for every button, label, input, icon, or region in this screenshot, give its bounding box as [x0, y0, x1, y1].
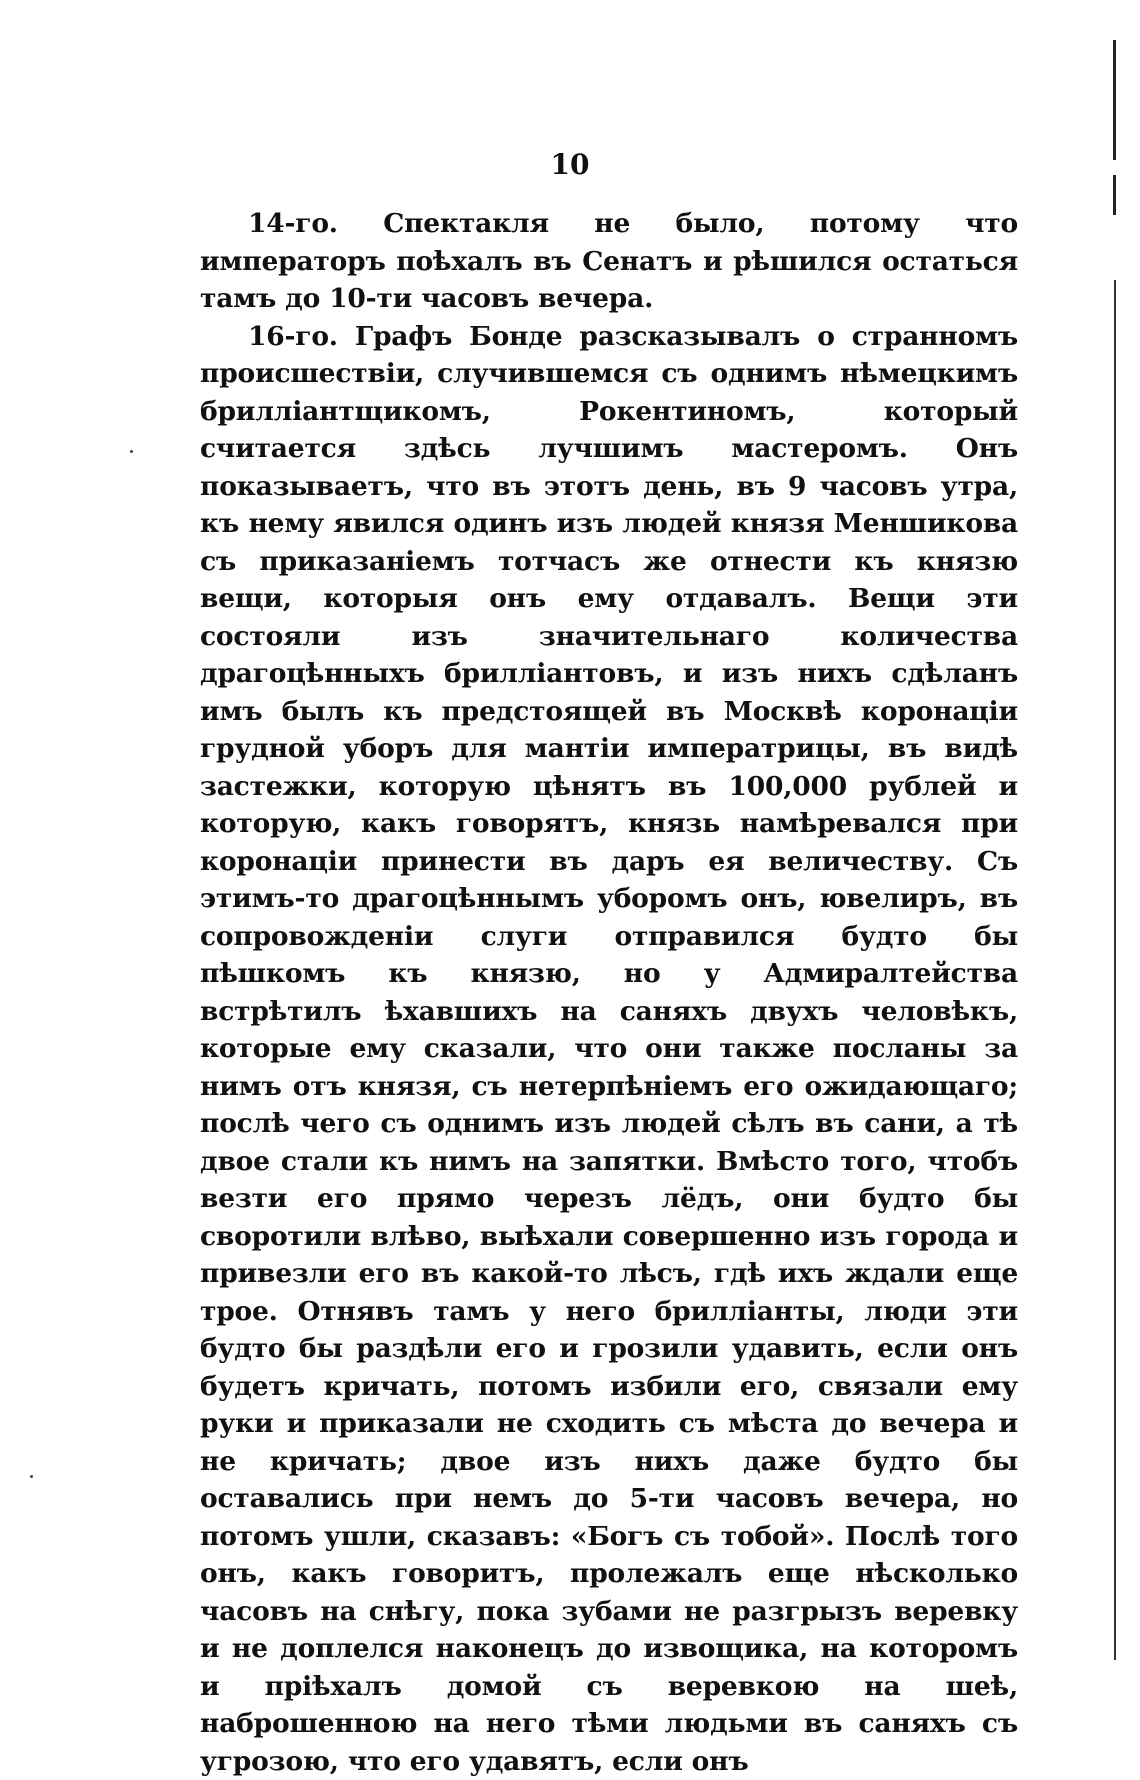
page-number: 10: [0, 148, 1140, 181]
paragraph-entry-14: 14-го. Спектакля не было, потому что императоръ поѣхалъ въ Сенатъ и рѣшился остаться тамъ до 10-ти часовъ вечера.: [200, 205, 1018, 318]
paragraph-entry-16: 16-го. Графъ Бонде разсказывалъ о странномъ происшествіи, случившемся съ однимъ нѣмецкимъ брилліантщикомъ, Рокентиномъ, который считается здѣсь лучшимъ мастеромъ. Онъ показываетъ, что въ этотъ день, въ 9 часовъ утра, къ нему явился одинъ изъ людей князя Меншикова съ приказаніемъ тотчасъ же отнести къ князю вещи, которыя онъ ему отдавалъ. Вещи эти состояли изъ значительнаго количества драгоцѣнныхъ брилліантовъ, и изъ нихъ сдѣланъ имъ былъ къ предстоящей въ Москвѣ коронаціи грудной уборъ для мантіи императрицы, въ видѣ застежки, которую цѣнятъ въ 100,000 рублей и которую, какъ говорятъ, князь намѣревался при коронаціи принести въ даръ ея величеству. Съ этимъ-то драгоцѣннымъ уборомъ онъ, ювелиръ, въ сопровожденіи слуги отправился будто бы пѣшкомъ къ князю, но у Адмиралтейства встрѣтилъ ѣхавшихъ на саняхъ двухъ человѣкъ, которые ему сказали, что они также посланы за нимъ отъ князя, съ нетерпѣніемъ его ожидающаго; послѣ чего съ однимъ изъ людей сѣлъ въ сани, а тѣ двое стали къ нимъ на запятки. Вмѣсто того, чтобъ везти его прямо черезъ лёдъ, они будто бы своротили влѣво, выѣхали совершенно изъ города и привезли его въ какой-то лѣсъ, гдѣ ихъ ждали еще трое. Отнявъ тамъ у него брилліанты, люди эти будто бы раздѣли его и грозили удавить, если онъ будетъ кричать, потомъ избили его, связали ему руки и приказали не сходить съ мѣста до вечера и не кричать; двое изъ нихъ даже будто бы оставались при немъ до 5-ти часовъ вечера, но потомъ ушли, сказавъ: «Богъ съ тобой». Послѣ того онъ, какъ говоритъ, пролежалъ еще нѣсколько часовъ на снѣгу, пока зубами не разгрызъ веревку и не доплелся наконецъ до извощика, на которомъ и пріѣхалъ домой съ веревкою на шеѣ, наброшенною на него тѣми людьми въ саняхъ съ угрозою, что его удавятъ, если онъ: [200, 318, 1018, 1780]
scan-speck: [130, 450, 133, 453]
scan-edge-mark: [1113, 40, 1116, 160]
body-text: [200, 205, 1018, 1780]
scan-edge-mark: [1114, 280, 1116, 1660]
scan-speck: [30, 1475, 33, 1478]
scan-edge-mark: [1113, 175, 1116, 215]
